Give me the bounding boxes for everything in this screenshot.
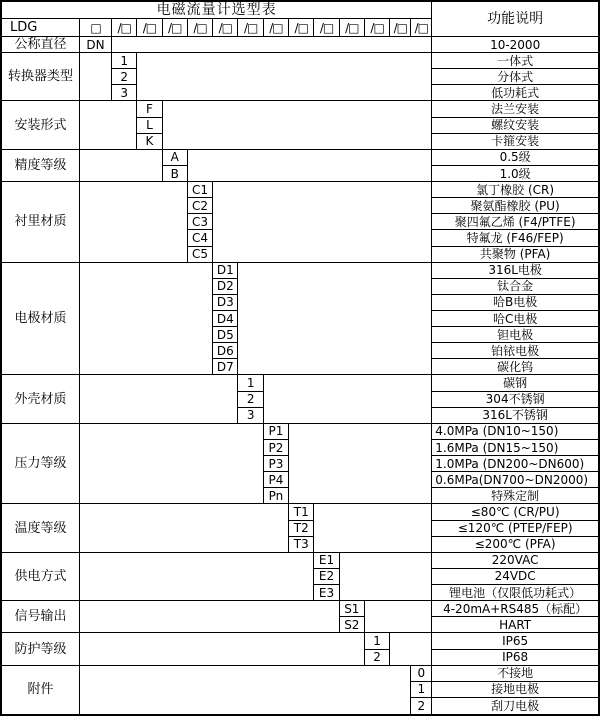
description-cell: 分体式 [432, 69, 598, 85]
description-cell: 刮刀电极 [491, 698, 540, 713]
description-cell: 铂铱电极 [432, 343, 598, 359]
model-digit-box: □ [80, 19, 112, 37]
empty-cell [365, 601, 432, 633]
description-cell: 哈C电极 [432, 311, 598, 327]
empty-cell [340, 553, 433, 601]
description-cell: 1.0级 [432, 166, 598, 182]
empty-cell [137, 53, 432, 101]
description-cell: 螺纹安装 [432, 118, 598, 134]
model-digit-slash-box: /□ [340, 19, 365, 37]
code-cell: 2 [365, 650, 390, 666]
code-cell: P1 [264, 424, 289, 440]
description-cell: 钽电极 [432, 327, 598, 343]
code-cell: C3 [188, 214, 213, 230]
empty-cell [80, 263, 213, 376]
description-cell: 316L电极 [432, 263, 598, 279]
description-cell: 聚氨酯橡胶 (PU) [432, 198, 598, 214]
code-cell: 1 [112, 53, 137, 69]
empty-cell [80, 182, 188, 263]
code-cell: T2 [289, 521, 314, 537]
model-digit-slash-box: /□ [188, 19, 213, 37]
description-cell: IP68 [432, 650, 598, 666]
empty-cell [80, 150, 163, 182]
empty-cell [80, 375, 238, 423]
code-cell: P4 [264, 472, 289, 488]
empty-cell [80, 101, 137, 149]
description-cell: HART [432, 617, 598, 633]
description-cell: 304不锈钢 [432, 392, 598, 408]
code-cell: D1 [213, 263, 238, 279]
description-cell: 法兰安装 [432, 101, 598, 117]
empty-cell [188, 150, 432, 182]
description-cell: 氯丁橡胶 (CR) [432, 182, 598, 198]
code-cell: S1 [340, 601, 365, 617]
description-cell: 一体式 [432, 53, 598, 69]
description-cell: 接地电极 [432, 682, 598, 698]
model-digit-slash-box: /□ [112, 19, 137, 37]
code-cell: 2 [112, 69, 137, 85]
description-cell: 特殊定制 [432, 488, 598, 504]
code-cell: D4 [213, 311, 238, 327]
model-digit-slash-box: /□ [213, 19, 238, 37]
description-cell: 220VAC [432, 553, 598, 569]
empty-cell [289, 424, 432, 505]
group-label: 安装形式 [2, 101, 80, 149]
description-cell: 钛合金 [432, 279, 598, 295]
table-title: 电磁流量计选型表 [2, 2, 432, 19]
description-cell: 锂电池（仅限低功耗式） [432, 585, 598, 601]
group-label: 衬里材质 [2, 182, 80, 263]
code-cell: C1 [188, 182, 213, 198]
group-label: 温度等级 [2, 504, 80, 552]
code-cell: S2 [340, 617, 365, 633]
code-cell: P2 [264, 440, 289, 456]
code-cell: 2 [238, 392, 263, 408]
model-digit-slash-box: /□ [365, 19, 390, 37]
empty-cell [80, 553, 314, 601]
code-cell: L [137, 118, 162, 134]
model-prefix: LDG [2, 19, 80, 37]
description-cell: 1.6MPa (DN15~150) [432, 440, 598, 456]
model-digit-slash-box: /□ [390, 19, 411, 37]
description-cell: 共聚物 (PFA) [432, 247, 598, 263]
group-label: 供电方式 [2, 553, 80, 601]
code-cell: F [137, 101, 162, 117]
description-cell: 316L不锈钢 [432, 408, 598, 424]
description-cell: 不接地 [432, 666, 598, 682]
empty-cell [314, 504, 432, 552]
empty-cell [264, 375, 432, 423]
code-cell: T1 [289, 504, 314, 520]
description-cell: 0.6MPa(DN700~DN2000) [432, 472, 598, 488]
model-digit-slash-box: /□ [314, 19, 339, 37]
code-cell: 1 [411, 682, 432, 698]
group-label: 转换器类型 [2, 53, 80, 101]
group-label: 信号输出 [2, 601, 80, 633]
code-cell: T3 [289, 537, 314, 553]
code-cell: B [163, 166, 188, 182]
model-digit-slash-box: /□ [163, 19, 188, 37]
empty-cell [163, 101, 433, 149]
code-cell: 3 [238, 408, 263, 424]
code-cell: E3 [314, 585, 339, 601]
empty-cell [213, 182, 432, 263]
model-digit-slash-box: /□ [411, 19, 432, 37]
empty-cell [390, 633, 432, 665]
empty-cell [80, 666, 411, 714]
code-cell: 0 [411, 666, 432, 682]
description-cell: 聚四氟乙烯 (F4/PTFE) [432, 214, 598, 230]
code-cell: D7 [213, 359, 238, 375]
code-cell: C2 [188, 198, 213, 214]
group-label: 附件 [2, 666, 80, 714]
description-cell: 24VDC [432, 569, 598, 585]
code-cell: E1 [314, 553, 339, 569]
description-cell: ≤200℃ (PFA) [432, 537, 598, 553]
code-cell: C5 [188, 247, 213, 263]
description-cell: 低功耗式 [432, 85, 598, 101]
code-cell: C4 [188, 230, 213, 246]
model-digit-slash-box: /□ [264, 19, 289, 37]
group-label: 防护等级 [2, 633, 80, 665]
group-label: 精度等级 [2, 150, 80, 182]
empty-cell [80, 424, 264, 505]
description-cell: ≤120℃ (PTEP/FEP) [432, 521, 598, 537]
code-cell: 3 [112, 85, 137, 101]
description-cell: 0.5级 [432, 150, 598, 166]
description-cell: 哈B电极 [432, 295, 598, 311]
model-digit-slash-box: /□ [238, 19, 263, 37]
description-cell: ≤80℃ (CR/PU) [432, 504, 598, 520]
code-cell: E2 [314, 569, 339, 585]
description-cell: IP65 [432, 633, 598, 649]
empty-cell [80, 601, 340, 633]
group-label: 公称直径 [2, 37, 80, 53]
description-cell: 4-20mA+RS485（标配） [432, 601, 598, 617]
code-cell: Pn [264, 488, 289, 504]
code-cell: D3 [213, 295, 238, 311]
description-cell: 卡箍安装 [432, 134, 598, 150]
description-cell: 1.0MPa (DN200~DN600) [432, 456, 598, 472]
code-cell: DN [80, 37, 112, 53]
description-cell: 10-2000 [432, 37, 598, 53]
code-cell: D5 [213, 327, 238, 343]
code-cell: 1 [238, 375, 263, 391]
empty-cell [80, 53, 112, 101]
code-cell: A [163, 150, 188, 166]
empty-cell [80, 633, 365, 665]
code-cell: 2 [411, 698, 432, 714]
description-cell: 碳钢 [432, 375, 598, 391]
group-label: 电极材质 [2, 263, 80, 376]
model-digit-slash-box: /□ [289, 19, 314, 37]
group-label: 压力等级 [2, 424, 80, 505]
description-cell: 4.0MPa (DN10~150) [432, 424, 598, 440]
description-cell: 碳化钨 [432, 359, 598, 375]
model-digit-slash-box: /□ [137, 19, 162, 37]
code-cell: K [137, 134, 162, 150]
empty-cell [238, 263, 432, 376]
code-cell: D6 [213, 343, 238, 359]
empty-cell [80, 504, 289, 552]
empty-cell [112, 37, 432, 53]
code-cell: D2 [213, 279, 238, 295]
code-cell: 1 [365, 633, 390, 649]
description-cell: 特氟龙 (F46/FEP) [432, 230, 598, 246]
code-cell: P3 [264, 456, 289, 472]
group-label: 外壳材质 [2, 375, 80, 423]
function-column-header: 功能说明 [432, 2, 598, 37]
